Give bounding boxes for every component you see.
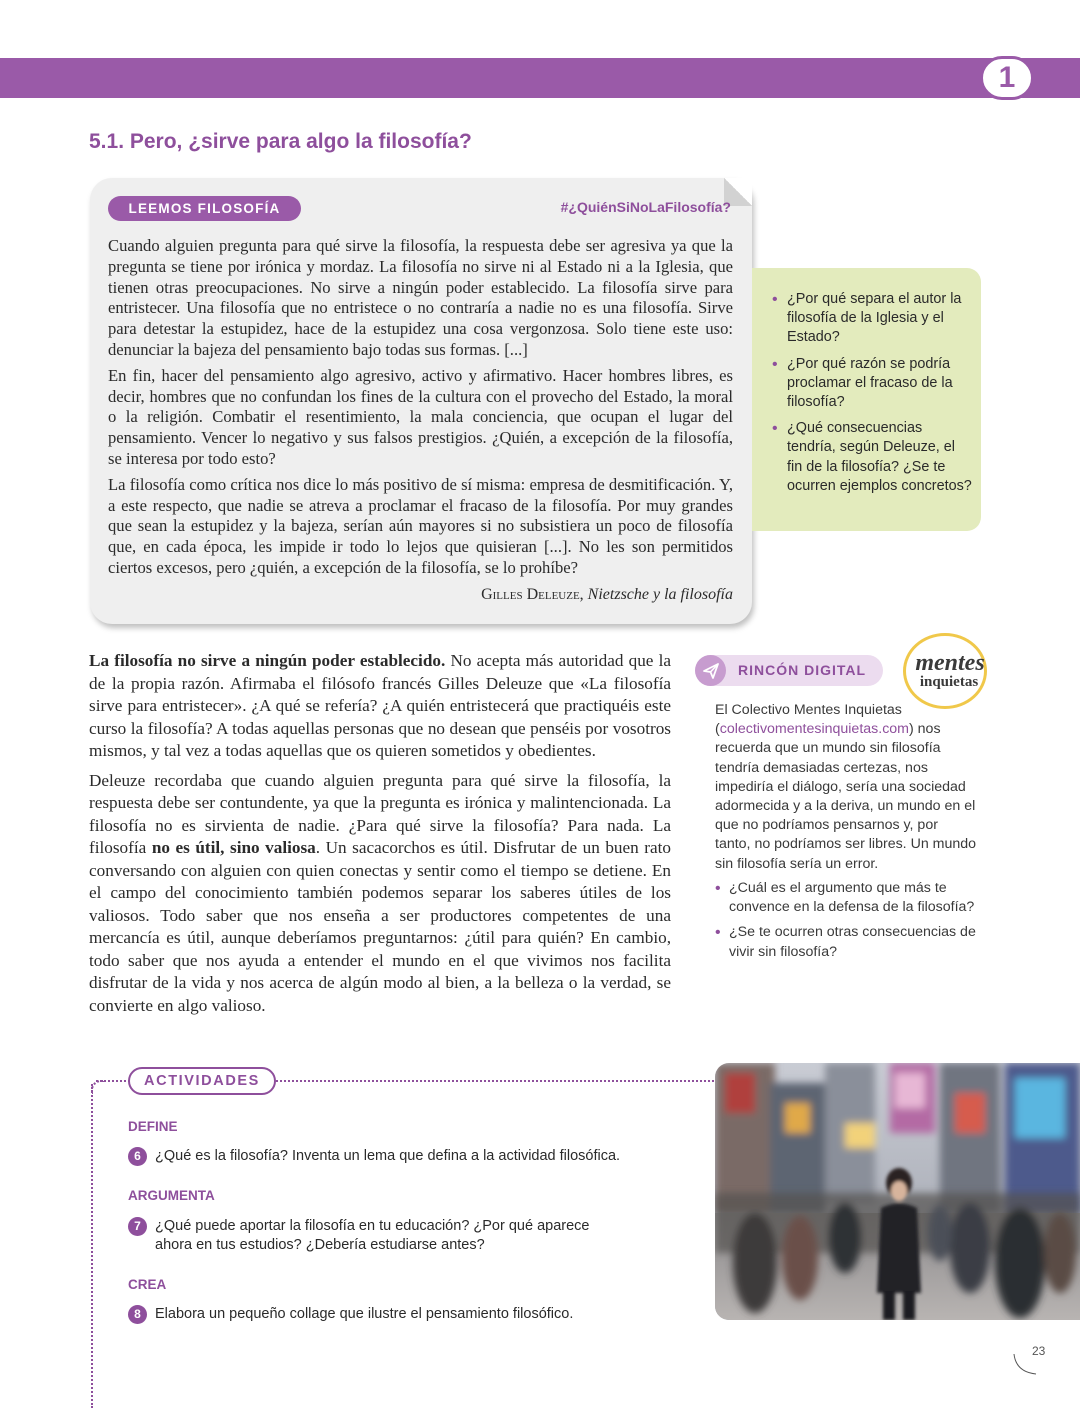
reading-hashtag: #¿QuiénSiNoLaFilosofía? [560,199,731,215]
main-paragraph-2-b: . Un sacacorchos es útil. Disfrutar de un buen rato conversando con alguien con quien conectas y sentir como el tiempo se detiene. En el campo del conocimiento también podemos separar los saberes útiles de los valiosos. Todo saber que nos enseña a ser productores competentes de una mercancía es útil, aunque deberíamos preguntarnos: ¿útil para quién? En cambio, todo saber que nos ayuda a entender el mundo en el que vivimos nos facilita disfrutar de la vida y nos acerca de algún modo al bien, a la belleza o la verdad, se convierte en algo valioso. [89,838,671,1015]
mentes-inquietas-logo [903,633,987,709]
activity-item-8 [128,1305,688,1324]
digital-corner-text [715,701,977,874]
question-item: • ¿Por qué separa el autor la filosofía de la Iglesia y el Estado? [772,290,972,348]
digital-text-after: ) nos recuerda que un mundo sin filosofía tendría demasiadas certezas, nos impediría el diálogo, sería una sociedad adormecida y a la deriva, un mundo en el que no podríamos pensarnos y, por tanto, no podríamos ser libres. Un mundo sin filosofía sería un error. [715,721,977,872]
chapter-number-badge: 1 [980,56,1034,100]
main-paragraph-2 [89,770,671,1018]
reading-paragraph: La filosofía como crítica nos dice lo más positivo de sí misma: empresa de desmitificación. Y, a este respecto, que nadie se atreva a proclamar el fracaso de la filosofía. Por muy grandes que sean la estupidez y la bajeza, serían aún mayores si no subsistiera un poco de filosofía que, en cada época, les impide ir todo lo lejos que quisieran [...]. No les son permitidos ciertos excesos, pero ¿quién, a excepción de la filosofía, se lo prohíbe? [108,474,733,577]
send-icon [695,655,726,686]
question-item: • ¿Por qué razón se podría proclamar el fracaso de la filosofía? [772,355,972,413]
questions-list [772,290,972,503]
street-crowd-photo [715,1063,1080,1320]
page-curve-decoration [1012,1352,1038,1376]
reading-citation [481,586,733,604]
reading-text [108,236,733,584]
citation-author: Gilles Deleuze, [481,586,584,603]
main-paragraph-1 [89,650,671,763]
reading-label: LEEMOS FILOSOFÍA [108,196,301,221]
activities-label: ACTIVIDADES [128,1067,276,1095]
digital-corner-label: RINCÓN DIGITAL [738,662,867,678]
digital-corner-header [695,655,883,686]
digital-question-item: • ¿Cuál es el argumento que más te convence en la defensa de la filosofía? [715,879,980,917]
activity-heading-crea: CREA [128,1277,167,1292]
main-text [89,650,671,1024]
section-title: 5.1. Pero, ¿sirve para algo la filosofía? [89,130,472,153]
page-number: 23 [1032,1344,1046,1358]
reading-paragraph: En fin, hacer del pensamiento algo agresivo, activo y afirmativo. Hacer hombres libres, es decir, hombres que no confundan los fines de la cultura con el provecho del Estado, la moral o la religión. Combatir el resentimiento, la mala conciencia, que ocupan el lugar del pensamiento. Vencer lo negativo y sus falsos prestigios. ¿Quién, a excepción de la filosofía, se interesa por todo esto? [108,365,733,468]
activity-text: Elabora un pequeño collage que ilustre el pensamiento filosófico. [155,1306,574,1322]
activity-number: 7 [128,1217,147,1236]
reading-paragraph: Cuando alguien pregunta para qué sirve la filosofía, la respuesta debe ser agresiva ya que la pregunta se tiene por irónica y mordaz. La filosofía no sirve ni al Estado ni a la Iglesia, que tienen otras preocupaciones. No sirve a ningún poder establecido. La filosofía sirve para entristecer. Una filosofía que no entristece o no contraría a nadie no es una filosofía. Sirve para detestar la estupidez, hace de la estupidez una cosa vergonzosa. Solo tiene este uso: denunciar la bajeza del pensamiento bajo todas sus formas. [...] [108,236,733,359]
activity-heading-define: DEFINE [128,1119,178,1134]
activity-item-6 [128,1147,688,1166]
activities-border-corner [91,1080,105,1094]
reading-box [90,178,752,624]
collective-link[interactable]: colectivomentesinquietas.com [719,721,909,738]
questions-box [752,268,981,531]
digital-text-before: El Colectivo Mentes Inquietas ( [715,702,902,738]
activity-text: ¿Qué puede aportar la filosofía en tu educación? ¿Por qué aparece ahora en tus estudios? ¿Debería estudiarse antes? [155,1218,590,1254]
question-item: • ¿Qué consecuencias tendría, según Deleuze, el fin de la filosofía? ¿Se te ocurren ejemplos concretos? [772,419,972,496]
citation-work: Nietzsche y la filosofía [587,586,733,603]
digital-question-item: • ¿Se te ocurren otras consecuencias de vivir sin filosofía? [715,923,980,961]
activity-number: 6 [128,1147,147,1166]
digital-questions-list [715,879,980,968]
main-paragraph-1-rest: No acepta más autoridad que la de la propia razón. Afirmaba el filósofo francés Gilles Deleuze que «La filosofía sirve para entristecer». ¿A qué se refería? ¿A quién entristecerá que practiquéis este curso la filosofía? A todas aquellas personas que no desean que penséis por vosotros mismos, y tal vez a todas aquellas que os quieren sometidos y obedientes. [89,651,672,760]
activity-number: 8 [128,1305,147,1324]
activity-item-7 [128,1217,688,1256]
main-paragraph-1-bold: La filosofía no sirve a ningún poder establecido. [89,651,446,670]
main-paragraph-2-a: Deleuze recordaba que cuando alguien pregunta para qué sirve la filosofía, la respuesta debe ser contundente, ya que la pregunta es irónica y malintencionada. La filosofía no es sirvienta de nadie. ¿Para qué sirve la filosofía? Para nada. La filosofía [89,770,671,857]
activities-border-left [91,1084,93,1408]
header-band [0,58,1080,98]
activity-heading-argumenta: ARGUMENTA [128,1188,215,1203]
main-paragraph-2-bold: no es útil, sino valiosa [151,838,316,857]
logo-word-2: inquietas [919,674,979,690]
activity-text: ¿Qué es la filosofía? Inventa un lema que defina a la actividad filosófica. [155,1148,621,1164]
logo-word-1: mentes [915,650,985,676]
